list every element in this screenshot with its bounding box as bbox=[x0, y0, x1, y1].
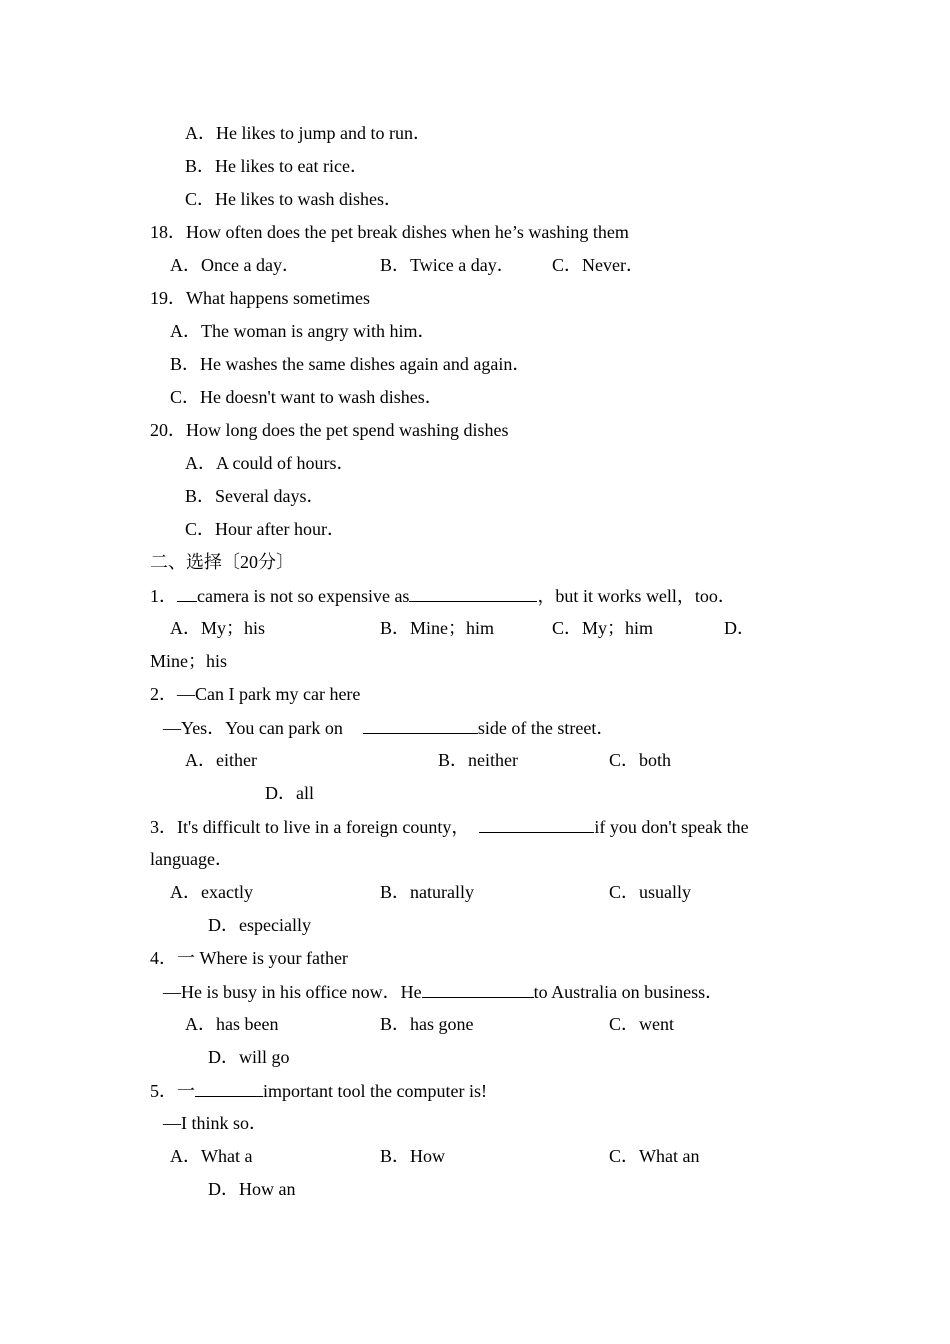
s5-blank bbox=[195, 1079, 263, 1097]
s4-option-c: C．went bbox=[609, 1014, 674, 1034]
q18-option-a: A．Once a day． bbox=[170, 255, 300, 275]
s1-stem bbox=[150, 584, 736, 607]
q18-option-b: B．Twice a day． bbox=[380, 255, 515, 275]
section-heading: 二、选择〔20分〕 bbox=[150, 552, 294, 572]
s3-text-2: if you don't speak the bbox=[594, 817, 749, 837]
s5-response: —I think so． bbox=[163, 1113, 268, 1133]
s2-option-c: C．both bbox=[609, 750, 672, 770]
s4-text-1: —He is busy in his office now．He bbox=[163, 982, 422, 1002]
s1-option-c: C．My；him bbox=[552, 618, 654, 638]
q19-option-b: B．He washes the same dishes again and again． bbox=[170, 354, 531, 374]
s1-option-d-label: D． bbox=[724, 618, 755, 638]
s5-option-a: A．What a bbox=[170, 1146, 253, 1166]
q20-stem: 20．How long does the pet spend washing dishes bbox=[150, 420, 509, 440]
s2-option-a: A．either bbox=[185, 750, 257, 770]
s1-text-2: ，but it works well，too． bbox=[537, 586, 736, 606]
s2-option-b: B．neither bbox=[438, 750, 518, 770]
s3-stem-continued: language． bbox=[150, 849, 233, 869]
s2-stem: 2．—Can I park my car here bbox=[150, 684, 361, 704]
s5-text-2: important tool the computer is! bbox=[263, 1081, 487, 1101]
s4-blank bbox=[422, 980, 534, 998]
s2-text-1: —Yes．You can park on bbox=[163, 718, 343, 738]
s3-option-b: B．naturally bbox=[380, 882, 474, 902]
s1-option-b: B．Mine；him bbox=[380, 618, 495, 638]
q18-option-c: C．Never． bbox=[552, 255, 644, 275]
s1-number: 1． bbox=[150, 586, 177, 606]
s4-stem: 4．一 Where is your father bbox=[150, 948, 348, 968]
q18-stem: 18．How often does the pet break dishes when he’s washing them bbox=[150, 222, 629, 242]
q19-option-c: C．He doesn't want to wash dishes． bbox=[170, 387, 443, 407]
s1-blank-2 bbox=[409, 584, 537, 602]
s4-option-b: B．has gone bbox=[380, 1014, 474, 1034]
s3-option-c: C．usually bbox=[609, 882, 692, 902]
s2-option-d: D．all bbox=[265, 783, 314, 803]
s3-option-a: A．exactly bbox=[170, 882, 253, 902]
q20-option-b: B．Several days． bbox=[185, 486, 325, 506]
s1-option-d-text: Mine；his bbox=[150, 651, 228, 671]
s4-text-2: to Australia on business． bbox=[533, 982, 724, 1002]
q17-option-b: B．He likes to eat rice． bbox=[185, 156, 368, 176]
q17-option-c: C．He likes to wash dishes． bbox=[185, 189, 402, 209]
q20-option-a: A．A could of hours． bbox=[185, 453, 355, 473]
s4-response bbox=[163, 980, 723, 1003]
q19-stem: 19．What happens sometimes bbox=[150, 288, 370, 308]
s4-option-a: A．has been bbox=[185, 1014, 279, 1034]
s3-option-d: D．especially bbox=[208, 915, 311, 935]
s4-option-d: D．will go bbox=[208, 1047, 290, 1067]
s5-option-d: D．How an bbox=[208, 1179, 296, 1199]
s1-blank-1 bbox=[177, 584, 197, 602]
q17-option-a: A．He likes to jump and to run． bbox=[185, 123, 431, 143]
s2-blank bbox=[363, 716, 478, 734]
q20-option-c: C．Hour after hour． bbox=[185, 519, 345, 539]
s3-stem bbox=[150, 815, 749, 838]
s5-option-b: B．How bbox=[380, 1146, 446, 1166]
s3-text-1: 3．It's difficult to live in a foreign county， bbox=[150, 817, 470, 837]
s2-response bbox=[163, 716, 614, 739]
s2-text-2: side of the street． bbox=[477, 718, 615, 738]
q19-option-a: A．The woman is angry with him． bbox=[170, 321, 436, 341]
s3-blank bbox=[479, 815, 594, 833]
s1-text-1: camera is not so expensive as bbox=[197, 586, 410, 606]
s1-option-a: A．My；his bbox=[170, 618, 266, 638]
s5-text-1: 5．一 bbox=[150, 1081, 195, 1101]
s5-option-c: C．What an bbox=[609, 1146, 700, 1166]
s5-stem bbox=[150, 1079, 487, 1102]
